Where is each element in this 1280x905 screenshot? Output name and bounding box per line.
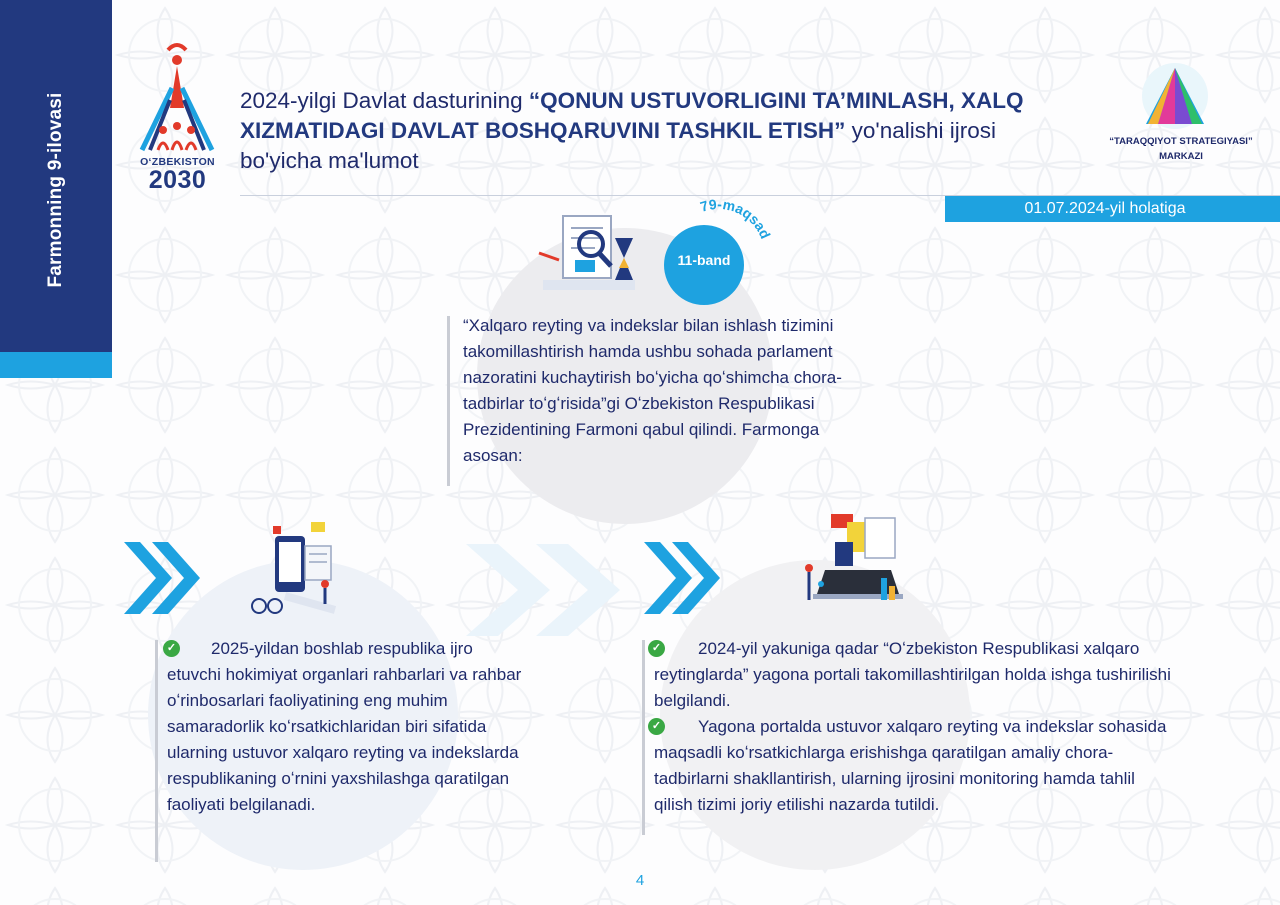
uzbekistan-2030-logo xyxy=(130,38,225,194)
logo-year: 2030 xyxy=(148,166,207,194)
phone-documents-illustration xyxy=(245,518,340,618)
right-column-bar xyxy=(642,640,645,835)
logo-line1: “TARAQQIYOT STRATEGIYASI” xyxy=(1109,136,1253,147)
band-label: 11-band xyxy=(677,252,731,268)
goal-label: 79-maqsad xyxy=(698,195,774,242)
main-text-bar xyxy=(447,316,450,486)
goal-arc-label xyxy=(640,190,780,290)
side-band-accent xyxy=(0,352,112,378)
side-title: Farmonning 9-ilovasi xyxy=(45,92,66,288)
left-chevrons-icon xyxy=(120,540,202,616)
page-number: 4 xyxy=(635,872,645,889)
left-column-bar xyxy=(155,640,158,862)
main-paragraph: “Xalqaro reyting va indekslar bilan ishlash tizimini takomillashtirish hamda ushbu sohada parlament nazoratini kuchaytirish boʻyicha qoʻshimcha chora-tadbirlar toʻgʻrisida”gi Oʻzbekiston Respublikasi Prezidentining Farmoni qabul qilindi. Farmonga asosan: xyxy=(463,316,842,465)
tower-figure-icon xyxy=(130,38,225,158)
date-text: 01.07.2024-yil holatiga xyxy=(1024,200,1186,217)
taraqqiyot-strategiyasi-logo xyxy=(1096,62,1266,170)
svg-text:79-maqsad xyxy=(698,196,773,241)
date-badge xyxy=(945,196,1280,222)
laptop-charts-illustration xyxy=(795,508,910,618)
page-title xyxy=(240,86,1060,176)
title-bold: “QONUN USTUVORLIGINI TA’MINLASH, XALQ XIZMATIDAGI DAVLAT BOSHQARUVINI TASHKIL ETISH” xyxy=(240,88,1024,143)
check-icon: ✓ xyxy=(648,640,665,657)
check-icon: ✓ xyxy=(648,718,665,735)
title-pre: 2024-yilgi Davlat dasturining xyxy=(240,88,529,113)
check-icon: ✓ xyxy=(163,640,180,657)
strategy-logo-icon xyxy=(1096,62,1266,132)
document-search-illustration xyxy=(535,208,645,303)
right-item-text: Yagona portalda ustuvor xalqaro reyting va indekslar sohasida maqsadli koʻrsatkichlarga erishishga qaratilgan amaliy chora-tadbirlarni shakllantirish, ularning ijrosini monitoring hamda tahlil qilish tizimi joriy etilishi nazarda tutildi. xyxy=(654,717,1167,814)
left-item-text: 2025-yildan boshlab respublika ijro etuvchi hokimiyat organlari rahbarlari va rahbar oʻrinbosarlari faoliyatining eng muhim samaradorlik koʻrsatkichlaridan biri sifatida ularning ustuvor xalqaro reyting va indekslarda respublikaning oʻrnini yaxshilashga qaratilgan faoliyati belgilanadi. xyxy=(167,639,522,814)
logo-country: OʻZBEKISTON xyxy=(140,156,215,168)
right-item-text: 2024-yil yakuniga qadar “Oʻzbekiston Respublikasi xalqaro reytinglarda” yagona portali takomillashtirilgan holda ishga tushirilishi belgilandi. xyxy=(654,639,1171,710)
logo-line2: MARKAZI xyxy=(1159,151,1203,162)
right-chevrons-icon xyxy=(640,540,722,616)
faint-chevrons-icon xyxy=(460,540,630,640)
title-post: yo'nalishi ijrosi bo'yicha ma'lumot xyxy=(240,118,997,173)
